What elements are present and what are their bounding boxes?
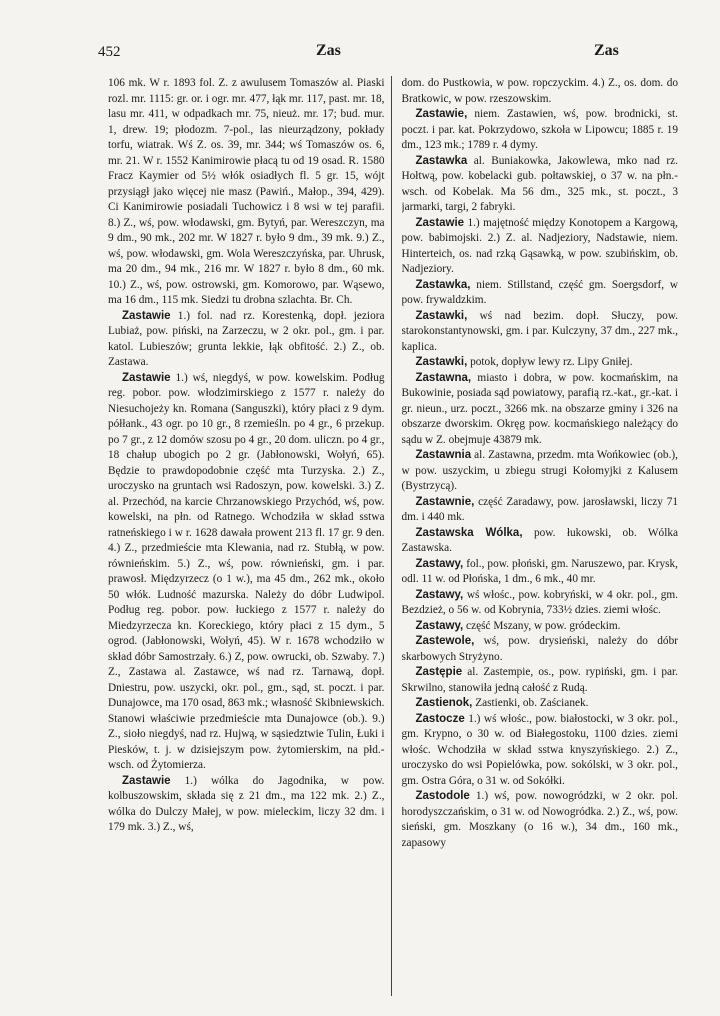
entry-text: dom. do Pustkowia, w pow. ropczyckim. 4.) Z., os. dom. do Bratkowic, w pow. rzeszowskim. — [401, 77, 678, 105]
entry-headword: Zastawki, — [415, 356, 468, 368]
dictionary-entry — [402, 355, 679, 371]
entry-headword: Zastocze — [415, 712, 465, 725]
dictionary-entry — [402, 665, 679, 696]
dictionary-entry — [402, 371, 679, 449]
entry-headword: Zastawka — [415, 154, 468, 167]
dictionary-entry — [402, 789, 679, 851]
entry-text: al. Zastempie, os., pow. rypiński, gm. i par. Skrwilno, stanowiła jedną całość z Rudą. — [401, 666, 678, 694]
entry-text: niem. Stillstand, część gm. Soergsdorf, w pow. frywaldzkim. — [401, 278, 678, 306]
entry-text: 106 mk. W r. 1893 fol. Z. z awulusem Tomaszów al. Piaski rozl. mr. 1115: gr. or. i ogr. mr. 477, łąk mr. 117, past. mr. 18, lasu mr. 411, w odpadkach mr. 75, nieuż. mr. 17; bud. mur. 1, drew. 19; płodozm. 7-pol., las nieurządzony, pokłady torfu, wiatrak. Wś Z. os. 39, mr. 344; wś Tomaszów os. 6, mr. 21. W r. 1552 Kanimirowie płacą tu od 19 osad. R. 1580 Fracz Kaymier od 5½ włók osiadłych fl. 5 gr. 15, wójt przysiągł jako więcej nie masz (Pawiń., Małop., 394, 429). Ci Kanimirowie posiadali Tuchowicz i 8 wsi w tej parafii. 8.) Z., wś, pow. włodawski, gm. Bytyń, par. Wereszczyn, ma 9 dm., 90 mk., 202 mr. W 1827 r. było 9 dm., 39 mk. 9.) Z., wś, pow. włodawski, gm. Wola Wereszczyńska, par. Uhrusk, ma 20 dm., 94 mk., 216 mr. W 1827 r. było 8 dm., 60 mk. 10.) Z., wś, pow. ostrowski, gm. Komorowo, par. Wąsewo, ma 16 dm., 115 mk. Siedzi tu drobna szlachta. Br. Ch. — [108, 77, 385, 306]
entry-headword: Zastawie — [122, 309, 171, 322]
dictionary-entry — [108, 76, 385, 309]
entry-headword: Zastawie — [122, 774, 171, 787]
entry-text: 1.) wólka do Jagodnika, w pow. kolbuszowskim, składa się z 21 dm., ma 122 mk. 2.) Z., wólka do Dulczy Małej, w pow. mieleckim, liczy 32 dm. i 179 mk. 3.) Z., wś, — [108, 774, 385, 833]
entry-headword: Zastawie — [122, 371, 171, 384]
dictionary-entry — [402, 634, 679, 665]
entry-text: miasto i dobra, w pow. kocmańskim, na Bukowinie, posiada sąd powiatowy, parafią rz.-kat., gr.-kat. i gr. nieun., urz. poczt., 3266 mk. na obszarze gminy i 326 na obszarze dworskim. Okręg pow. kocmańskiego należący do sądu w Z. obejmuje 43879 mk. — [401, 371, 678, 446]
entry-text: 1.) majętność między Konotopem a Kargową, pow. babimojski. 2.) Z. al. Nadjeziory, Nadstawie, niem. Hinterteich, os. nad rzką Gąsawką, w pow. szubińskim, ob. Nadjeziory. — [401, 216, 678, 275]
entry-headword: Zastodole — [415, 790, 470, 802]
entry-headword: Zastawie, — [415, 108, 468, 120]
left-column — [108, 76, 392, 996]
page-number: 452 — [98, 44, 121, 60]
entry-headword: Zastawska Wólka, — [415, 526, 523, 539]
dictionary-entry — [108, 371, 385, 774]
dictionary-entry — [402, 557, 679, 588]
dictionary-entry — [402, 448, 679, 495]
dictionary-entry — [402, 495, 679, 526]
entry-text: fol., pow. płoński, gm. Naruszewo, par. Krysk, odl. 11 w. od Płońska, 1 dm., 6 mk., 40 mr. — [401, 557, 678, 585]
dictionary-entry — [402, 278, 679, 309]
dictionary-entry — [402, 309, 679, 356]
page-header — [88, 38, 668, 68]
entry-text: niem. Zastawien, wś, pow. brodnicki, st. poczt. i par. kat. Pokrzydowo, szkoła w Lipowcu; 1885 r. 19 dm., 123 mk.; 1789 r. 4 dymy. — [401, 108, 678, 151]
entry-headword: Zastawka, — [415, 278, 471, 291]
entry-headword: Zastępie — [415, 666, 463, 678]
entry-text: wś nad bezim. dopł. Słuczy, pow. starokonstantynowski, gm. i par. Kulczyny, 37 dm., 227 mk., kaplica. — [401, 309, 678, 353]
entry-headword: Zastawy, — [415, 619, 464, 632]
entry-text: część Mszany, w pow. gródeckim. — [463, 619, 621, 632]
entry-headword: Zastawki, — [415, 309, 468, 322]
dictionary-entry — [402, 76, 679, 107]
running-head-right: Zas — [594, 42, 619, 59]
running-head-left: Zas — [316, 42, 341, 59]
dictionary-entry — [108, 309, 385, 371]
entry-text: 1.) wś włośc., pow. białostocki, w 3 okr. pol., gm. Krypno, o 30 w. od Białegostoku, 1100 dzies. ziemi włośc. Wchodziła w skład sstwa knyszyńskiego. 2.) Z., uroczysko do wsi Popielówka, pow. sokólski, w 3 okr. pol., gm. Ostra Góra, o 31 w. od Sokółki. — [401, 712, 678, 787]
entry-text: 1.) wś, niegdyś, w pow. kowelskim. Podług reg. pobor. pow. włodzimirskiego z 1577 r. należy do Niesuchojeży kn. Romana (Sanguszki), który płaci z 9 dym. półłank., 43 ogr. po 10 gr., 8 rzemieśln. po 4 gr., 6 przekup. po 7 gr., z 12 domów szosu po 4 gr., 20 dom. uliczn. po 4 gr., 18 chałup ubogich po 2 gr. (Jabłonowski, Wołyń, 65). Będzie to prawdopodobnie część mta Turzyska. 2.) Z., uroczysko na gruntach wsi Radoszyn, pow. kowelski. 3.) Z. al. Przechód, na karcie Chrzanowskiego Przychód, wś, pow. kowelski, na płn. od Ratnego. Wchodziła w skład sstwa ratneńskiego i w r. 1628 dawała prowent 213 fl. 17 gr. 9 den. 4.) Z., przedmieście mta Klewania, nad rz. Stubłą, w pow. równieńskim. 5.) Z., wś, pow. równieński, gm. i par. prawosł. Międzyrzecz (o 1 w.), ma 45 dm., 262 mk., około 50 włók. Ludność mazurska. Należy do dóbr Ludwipol. Podług reg. pobor. pow. łuckiego z 1577 r. należy do Miedzyrzecza kn. Koreckiego, który płaci z 15 dym., 5 ogrod. (Jabłonowski, Wołyń, 45). W r. 1678 wchodziło w skład dóbr Samostrzały. 6.) Z, pow. owrucki, ob. Szwaby. 7.) Z., Zastawa al. Zastawce, wś nad rz. Tarnawą, dopł. Dniestru, pow. uszycki, okr. pol., gm., sąd, st. poczt. i par. Dunajowce, ma 170 osad, 863 mk.; własność Skibniewskich. Stanowi właściwie przedmieście mta Dunajowce (ob.). 9.) Z., sioło niegdyś, nad rz. Hujwą, w sąsiedztwie Tulin, Łuki i Piesków, t. j. w dzisiejszym pow. żytomierskim, na płd.-wsch. od Żytomierza. — [108, 371, 385, 771]
dictionary-entry — [402, 712, 679, 790]
entry-headword: Zastawy, — [415, 557, 464, 570]
entry-text: al. Buniakowka, Jakowlewa, mko nad rz. Hołtwą, pow. kobelacki gub. połtawskiej, o 37 w. na płn.-wsch. od Kobelak. Ma 56 dm., 325 mk., st. poczt., 3 jarmarki, targi, 2 fabryki. — [401, 154, 678, 213]
dictionary-entry — [402, 526, 679, 557]
entry-text: wś włośc., pow. kobryński, w 4 okr. pol., gm. Bezdzież, o 56 w. od Kobrynia, 733½ dzies. ziemi włośc. — [401, 588, 678, 616]
entry-text: Zastienki, ob. Zaścianek. — [472, 697, 589, 709]
entry-text: 1.) wś, pow. nowogródzki, w 2 okr. pol. horodyszczańskim, o 31 w. od Nowogródka. 2.) Z., wś, pow. sieński, gm. Moszkany (o 16 w.), 34 dm., 160 mk., zapasowy — [401, 790, 678, 849]
entry-text: pow. łukowski, ob. Wólka Zastawska. — [401, 526, 678, 554]
dictionary-entry — [402, 619, 679, 635]
dictionary-entry — [402, 154, 679, 216]
entry-headword: Zastawnie, — [415, 495, 475, 508]
entry-headword: Zastawy, — [415, 588, 464, 601]
text-columns — [108, 76, 678, 996]
dictionary-entry — [402, 216, 679, 278]
entry-headword: Zastawnia — [415, 449, 472, 461]
entry-text: potok, dopływ lewy rz. Lipy Gniłej. — [467, 356, 633, 368]
entry-headword: Zastewole, — [415, 635, 475, 647]
entry-headword: Zastienok, — [415, 697, 473, 709]
dictionary-entry — [402, 107, 679, 154]
entry-text: 1.) fol. nad rz. Korestenką, dopł. jeziora Lubiaż, pow. piński, na Zarzeczu, w 2 okr. pol., gm. i par. katol. Lubieszów; grunta lekkie, łąk obfitość. 2.) Z., ob. Zastawa. — [108, 309, 385, 368]
dictionary-entry — [402, 588, 679, 619]
right-column — [402, 76, 679, 996]
dictionary-entry — [108, 774, 385, 836]
entry-text: al. Zastawna, przedm. mta Wońkowiec (ob.), w pow. uszyckim, u zbiegu strugi Kołomyjki z Kalusem (Bystrzycą). — [401, 449, 678, 492]
entry-text: wś, pow. drysieński, należy do dóbr skarbowych Stryżyno. — [401, 635, 678, 663]
dictionary-entry — [402, 696, 679, 712]
entry-headword: Zastawie — [415, 216, 465, 229]
entry-headword: Zastawna, — [415, 371, 472, 384]
entry-text: część Zaradawy, pow. jarosławski, liczy 71 dm. i 440 mk. — [401, 495, 678, 523]
